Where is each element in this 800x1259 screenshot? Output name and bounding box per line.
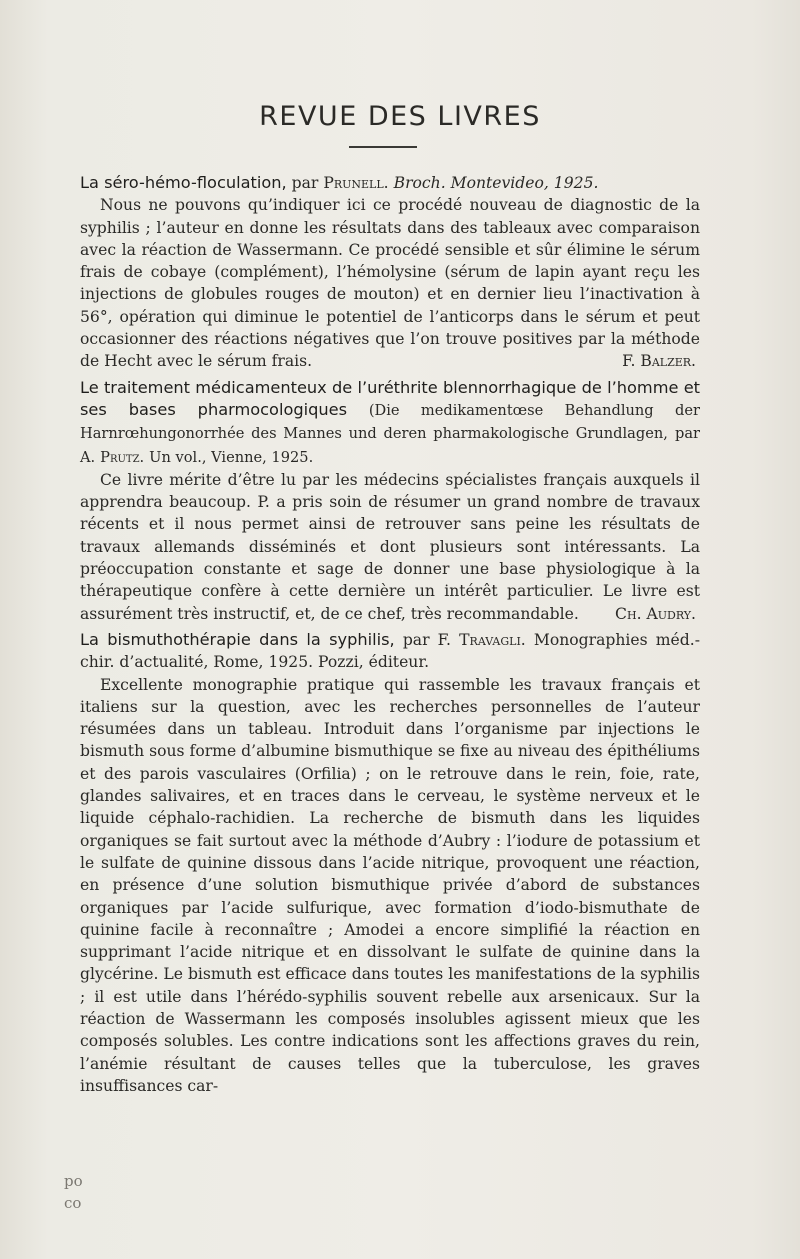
review-header: [80, 172, 700, 194]
bleed-through-text: co: [64, 1194, 82, 1212]
review-publication-details: Un vol., Vienne, 1925.: [149, 448, 314, 466]
review-header: [80, 629, 700, 674]
reviewer-signature: Ch. Audry.: [615, 604, 696, 623]
review-author: Prunell.: [323, 174, 389, 192]
review-publication: Broch. Montevideo, 1925.: [393, 174, 599, 192]
review-publication: Monographies méd.-chir. d’actualité, Rome, 1925. Pozzi, éditeur.: [80, 630, 700, 672]
title-rule: [349, 146, 417, 148]
review-body: Ce livre mérite d’être lu par les médecins spécialistes français auxquels il apprendra beaucoup. P. a pris soin de résumer un grand nombre de travaux récents et il nous permet ainsi de retrouver sans peine les résultats de travaux allemands disséminés et dont plusieurs sont intéressants. La préoccupation constante et sage de donner une base physiologique à la thérapeutique confère à cette dernière un intérêt particulier. Le livre est assurément très instructif, et, de ce chef, très recommandable. Ch. Audry.: [80, 469, 700, 625]
review-title: La bismuthothérapie dans la syphilis,: [80, 629, 395, 649]
review-item: [80, 377, 700, 625]
review-body: Nous ne pouvons qu’indiquer ici ce procédé nouveau de diagnostic de la syphilis ; l’auteur en donne les résultats dans des tableaux avec comparaison avec la réaction de Wassermann. Ce procédé sensible et sûr élimine le sérum frais de cobaye (complément), l’hémolysine (sérum de lapin ayant reçu les injections de globules rouges de mouton) et en dernier lieu l’inactivation à 56°, opération qui diminue le potentiel de l’anticorps dans le sérum et peut occasionner des réactions négatives que l’on trouve positives par la méthode de Hecht avec le sérum frais. F. Balzer.: [80, 194, 700, 372]
reviewer-signature: F. Balzer.: [622, 352, 696, 371]
review-list: [80, 172, 700, 1101]
review-by: par A.: [80, 425, 701, 466]
review-author: Travagli.: [459, 630, 526, 649]
review-by: par: [291, 174, 319, 192]
review-header: [80, 377, 700, 469]
bleed-through-text: po: [64, 1172, 83, 1190]
review-by: par F.: [402, 630, 452, 649]
review-title: Le traitement médicamenteux de l’uréthrite blennorrhagique de l’homme et ses bases pharmocologiques: [80, 377, 700, 419]
review-item: [80, 629, 700, 1097]
review-title: La séro-hémo-floculation,: [80, 173, 287, 192]
review-author: Prutz.: [100, 448, 145, 466]
page-title: REVUE DES LIVRES: [259, 101, 541, 132]
review-body: Excellente monographie pratique qui rassemble les travaux français et italiens sur la question, avec les recherches personnelles de l’auteur résumées dans un tableau. Introduit dans l’organisme par injections le bismuth sous forme d’albumine bismuthique se fixe au niveau des épithéliums et des parois vasculaires (Orfilia) ; on le retrouve dans le rein, foie, rate, glandes salivaires, et en traces dans le cerveau, le système nerveux et le liquide céphalo-rachidien. La recherche de bismuth dans les liquides organiques se fait surtout avec la méthode d’Aubry : l’iodure de potassium et le sulfate de quinine dissous dans l’acide nitrique, provoquent une réaction, en présence d’une solution bismuthique privée d’abord de substances organiques par l’acide sulfurique, avec formation d’iodo-bismuthate de quinine facile à reconnaître ; Amodei a encore simplifié la réaction en supprimant l’acide nitrique et en dissolvant le sulfate de quinine dans la glycérine. Le bismuth est efficace dans toutes les manifestations de la syphilis ; il est utile dans l’hérédo-syphilis souvent rebelle aux arsenicaux. Sur la réaction de Wassermann les composés insolubles agissent mieux que les composés solubles. Les contre indications sont les affections graves du rein, l’anémie résultant de causes telles que la tuberculose, les graves insuffisances car-: [80, 675, 700, 1095]
review-publication: (Die medikamentœse Behandlung der Harnrœhungonorrhée des Mannes und deren pharmakologische Grundlagen,: [80, 401, 701, 443]
review-item: [80, 172, 700, 373]
